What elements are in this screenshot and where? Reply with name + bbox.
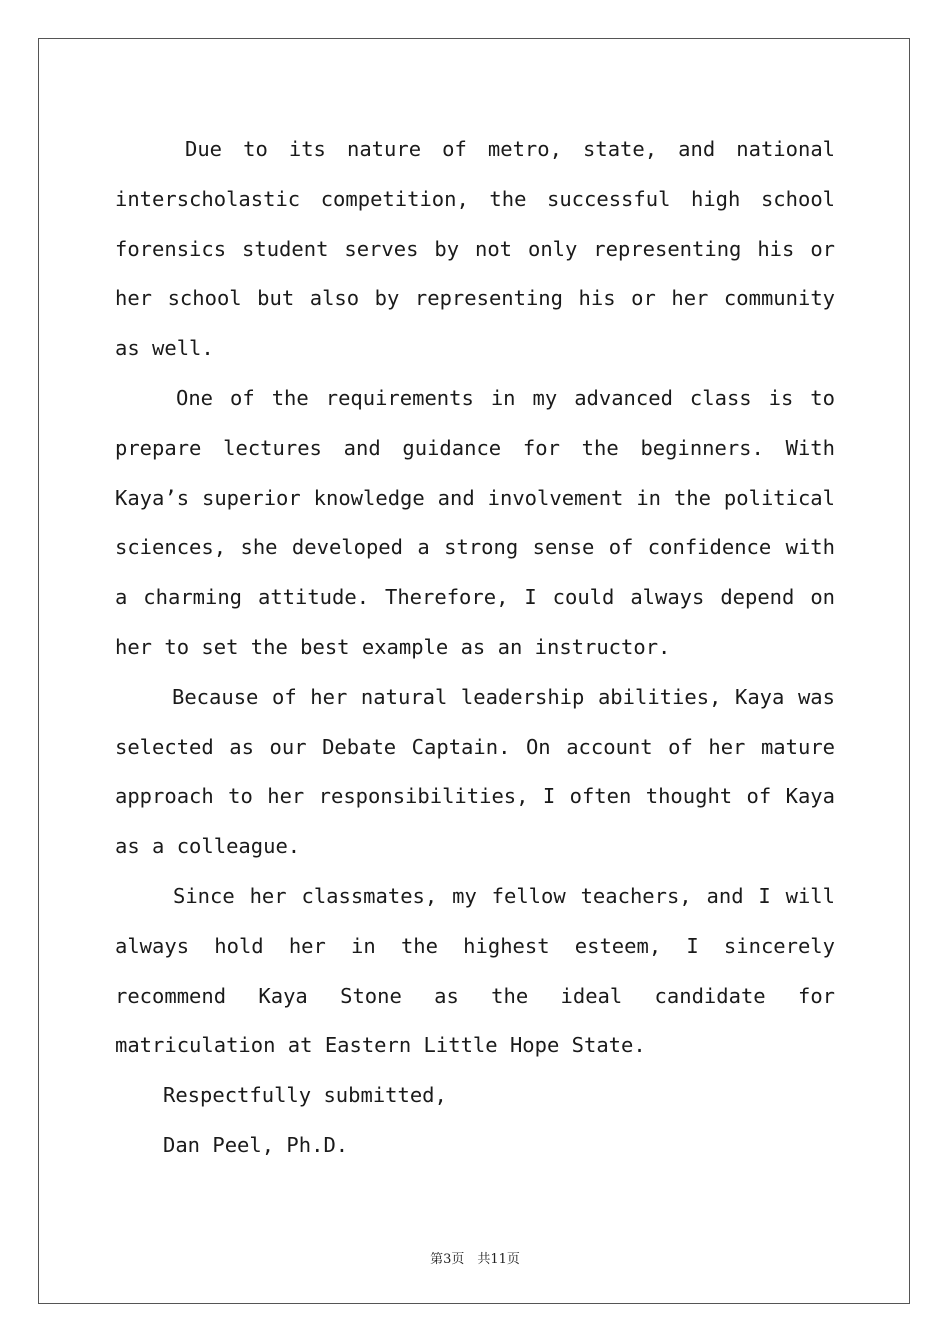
letter-body: [115, 125, 835, 1171]
paragraph-recommendation: Since her classmates, my fellow teachers, and I will always hold her in the highest esteem, I sincerely recommend Kaya Stone as the ideal candidate for matriculation at Eastern Little Hope State.: [115, 883, 835, 1058]
paragraph-forensics: Due to its nature of metro, state, and national interscholastic competition, the successful high school forensics student serves by not only representing his or her school but also by representing his or her community as well.: [115, 137, 835, 361]
signature-line: Dan Peel, Ph.D.: [163, 1132, 349, 1157]
paragraph-debate-captain: Because of her natural leadership abilities, Kaya was selected as our Debate Captain. On account of her mature approach to her responsibilities, I often thought of Kaya as a colleague.: [115, 684, 835, 859]
page-number-footer: 第3页 共11页: [430, 1252, 520, 1267]
closing-line: Respectfully submitted,: [163, 1083, 447, 1108]
paragraph-advanced-class: One of the requirements in my advanced class is to prepare lectures and guidance for the beginners. With Kaya’s superior knowledge and involvement in the political sciences, she developed a strong sense of confidence with a charming attitude. Therefore, I could always depend on her to set the best example as an instructor.: [115, 385, 835, 659]
